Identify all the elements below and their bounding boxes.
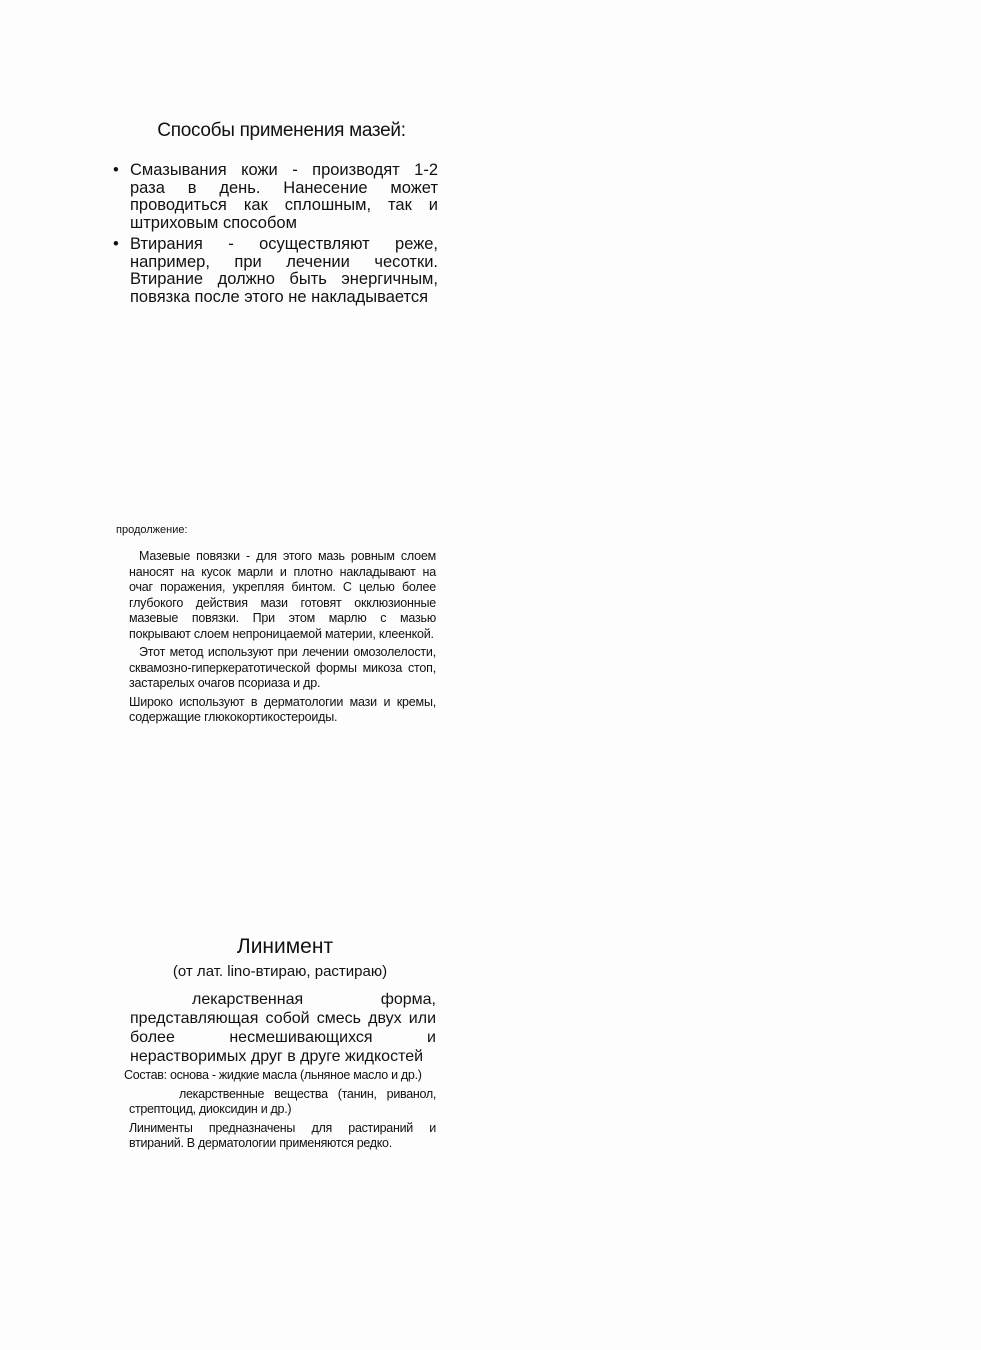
definition-text: лекарственная форма, представляющая собой смесь двух или более несмешивающихся и нерастворимых друг в друге жидкостей bbox=[130, 991, 436, 1065]
substances-text: лекарственные вещества (танин, риванол, стрептоцид, диоксидин и др.) bbox=[129, 1086, 436, 1116]
section-title: Способы применения мазей: bbox=[157, 120, 406, 141]
section-subtitle: (от лат. lino-втираю, растираю) bbox=[172, 963, 388, 980]
section-title: Линимент bbox=[236, 935, 334, 958]
substances-paragraph bbox=[124, 1087, 436, 1118]
bullet-text: Втирания - осуществляют реже, например, при лечении чесотки. Втирание должно быть энергичным, повязка после этого не накладывается bbox=[130, 235, 438, 306]
paragraph-text: Широко используют в дерматологии мази и кремы, содержащие глюкокортикостероиды. bbox=[129, 694, 436, 724]
bullet-list bbox=[113, 162, 438, 306]
bullet-item bbox=[113, 236, 438, 306]
definition-paragraph bbox=[124, 990, 436, 1066]
purpose-paragraph: Линименты предназначены для растираний и втираний. В дерматологии применяются редко. bbox=[129, 1120, 436, 1150]
paragraph-text: Мазевые повязки - для этого мазь ровным слоем наносят на кусок марли и плотно накладывают на очаг поражения, укрепляя бинтом. С целью более глубокого действия мази готовят окклюзионные мазевые повязки. При этом марлю с мазью покрывают слоем непроницаемой материи, клеенкой. bbox=[129, 549, 436, 641]
bullet-item bbox=[113, 162, 438, 232]
paragraph bbox=[116, 695, 436, 726]
paragraph bbox=[116, 549, 436, 642]
bullet-text: Смазывания кожи - производят 1-2 раза в день. Нанесение может проводиться как сплошным, так и штриховым способом bbox=[130, 161, 438, 232]
section-liniment bbox=[124, 935, 436, 1155]
paragraph-text: Этот метод используют при лечении омозолелости, сквамозно-гиперкератотической формы микоза стоп, застарелых очагов псориаза и др. bbox=[129, 645, 436, 690]
continuation-label: продолжение: bbox=[116, 524, 188, 536]
bullet-icon: • bbox=[113, 235, 119, 253]
bullet-icon: • bbox=[113, 161, 119, 179]
section-continuation bbox=[116, 524, 436, 729]
paragraph bbox=[116, 645, 436, 692]
composition-paragraph: Состав: основа - жидкие масла (льняное масло и др.) bbox=[124, 1068, 422, 1082]
section-application-methods bbox=[113, 120, 438, 310]
